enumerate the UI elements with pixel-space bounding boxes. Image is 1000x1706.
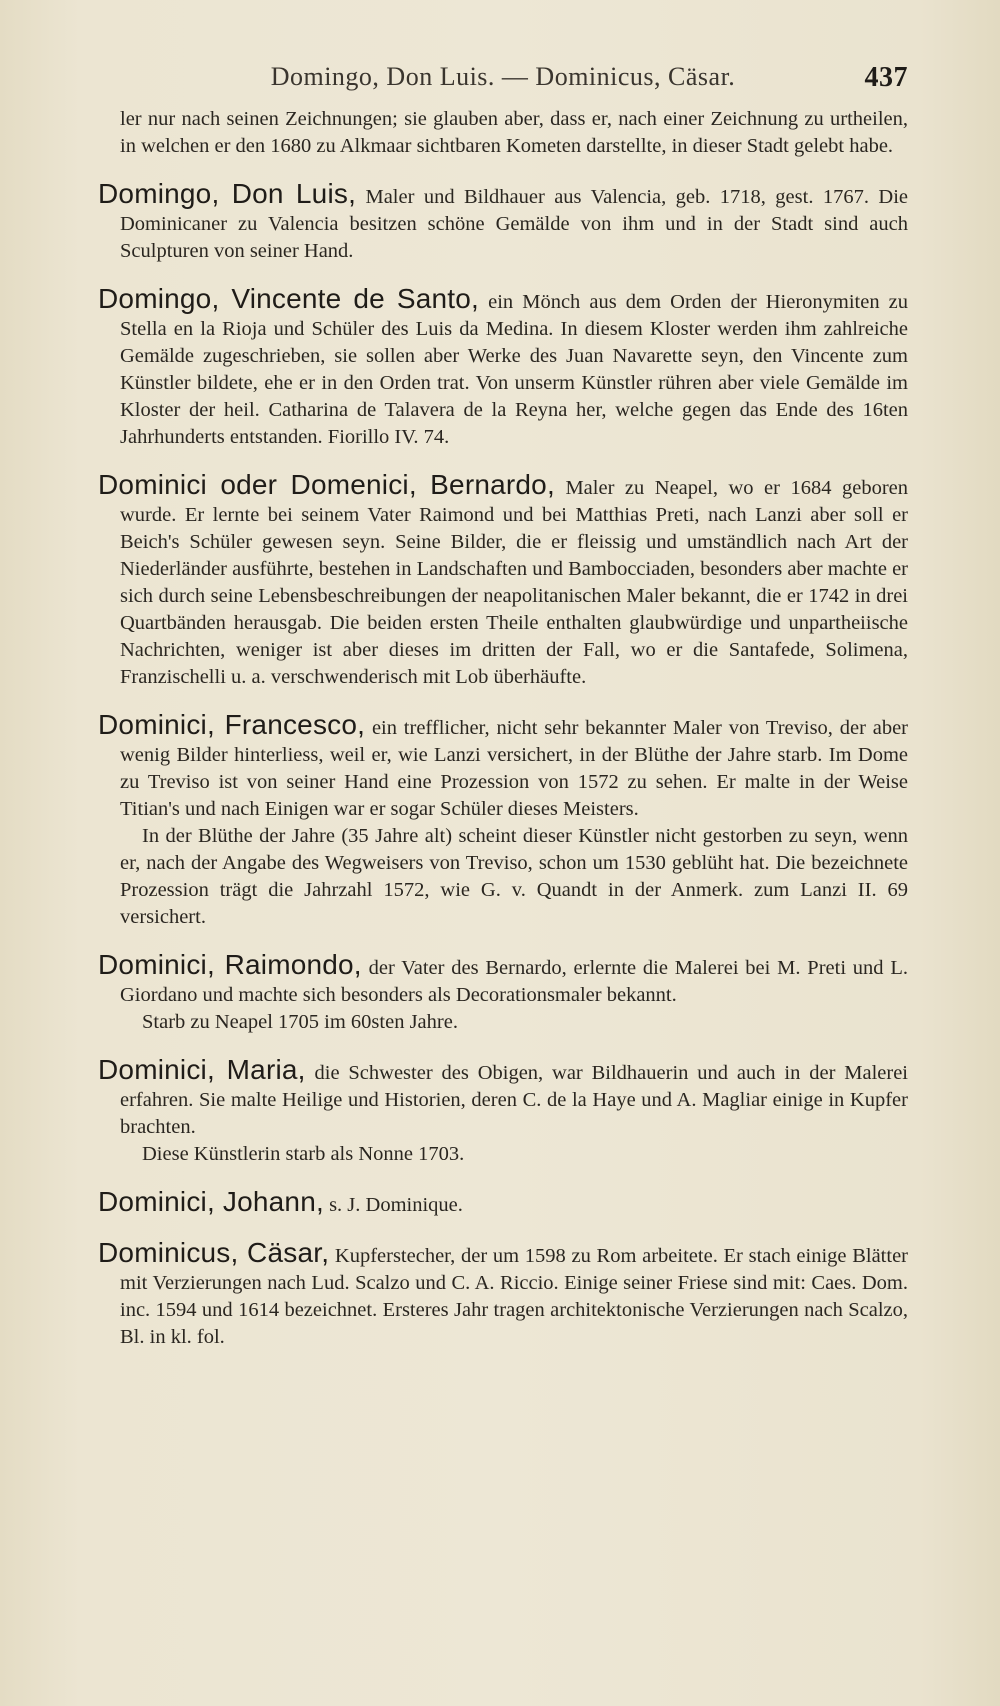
headword: Dominici, Raimondo,	[98, 949, 362, 980]
headword: Domingo, Don Luis,	[98, 178, 357, 209]
entry-dominicus-caesar	[98, 1239, 908, 1351]
entry-text: Maler und Bildhauer aus Valencia, geb. 1718, gest. 1767. Die Dominicaner zu Valencia besitzen schöne Gemälde von ihm und in der Stadt sind auch Sculpturen von seiner Hand.	[120, 186, 908, 262]
headword: Dominici, Francesco,	[98, 709, 366, 740]
entry-text: ein trefflicher, nicht sehr bekannter Maler von Treviso, der aber wenig Bilder hinterliess, weil er, wie Lanzi versichert, in der Blüthe der Jahre starb. Im Dome zu Treviso ist von seiner Hand eine Prozession von 1572 zu sehen. Er malte in der Weise Titian's und nach Einigen war er sogar Schüler dieses Meisters.	[120, 717, 909, 820]
headword: Dominici, Johann,	[98, 1186, 324, 1217]
entry-dominici-francesco	[98, 711, 908, 931]
entry-text: Maler zu Neapel, wo er 1684 geboren wurde. Er lernte bei seinem Vater Raimond und bei Matthias Preti, nach Lanzi aber soll er Beich's Schüler gewesen seyn. Seine Bilder, die er fleissig und umständlich nach Art der Niederländer ausführte, bestehen in Landschaften und Bambocciaden, besonders aber machte er sich durch seine Lebensbeschreibungen der neapolitanischen Maler bekannt, die er 1742 in drei Quartbänden herausgab. Die beiden ersten Theile enthalten glaubwürdige und unpartheiische Nachrichten, weniger ist aber dieses im dritten der Fall, wo er die Santafede, Solimena, Franzischelli u. a. verschwenderisch mit Lob überhäufte.	[120, 477, 908, 688]
entry-dominici-maria	[98, 1056, 908, 1168]
entry-text: ein Mönch aus dem Orden der Hieronymiten zu Stella en la Rioja und Schüler des Luis da Medina. In diesem Kloster werden ihm zahlreiche Gemälde zugeschrieben, sie sollen aber Werke des Juan Navarette seyn, den Vincente zum Künstler bildete, ehe er in den Orden trat. Von unserm Künstler rühren aber viele Gemälde im Kloster der heil. Catharina de Talavera de la Reyna her, welche gegen das Ende des 16ten Jahrhunderts entstanden. Fiorillo IV. 74.	[120, 291, 909, 448]
entry-text: Kupferstecher, der um 1598 zu Rom arbeitete. Er stach einige Blätter mit Verzierungen nach Lud. Scalzo und C. A. Riccio. Einige seiner Friese sind mit: Caes. Dom. inc. 1594 und 1614 bezeichnet. Ersteres Jahr tragen architektonische Verzierungen nach Scalzo, Bl. in kl. fol.	[120, 1245, 908, 1348]
headword: Dominicus, Cäsar,	[98, 1237, 330, 1268]
entry-text: die Schwester des Obigen, war Bildhauerin und auch in der Malerei erfahren. Sie malte Heilige und Historien, deren C. de la Haye und A. Magliar einige in Kupfer brachten.	[120, 1062, 908, 1138]
entry-dominici-johann	[98, 1188, 908, 1219]
entry-text: der Vater des Bernardo, erlernte die Malerei bei M. Preti und L. Giordano und machte sich besonders als Decorationsmaler bekannt.	[120, 957, 908, 1006]
entry-text-continued: Starb zu Neapel 1705 im 60sten Jahre.	[142, 1011, 458, 1033]
headword: Dominici oder Domenici, Bernardo,	[98, 469, 555, 500]
entry-domingo-luis	[98, 180, 908, 265]
continuation-text: ler nur nach seinen Zeichnungen; sie glauben aber, dass er, nach einer Zeichnung zu urtheilen, in welchen er den 1680 zu Alkmaar sichtbaren Kometen darstellte, in dieser Stadt gelebt habe.	[120, 108, 908, 157]
running-header	[98, 62, 908, 106]
page-number: 437	[864, 62, 908, 93]
entry-domingo-vincente	[98, 285, 908, 451]
entry-text: s. J. Dominique.	[329, 1194, 463, 1216]
headword: Dominici, Maria,	[98, 1054, 306, 1085]
entry-dominici-bernardo	[98, 471, 908, 691]
headword: Domingo, Vincente de Santo,	[98, 283, 479, 314]
running-title: Domingo, Don Luis. — Dominicus, Cäsar.	[270, 62, 736, 91]
entry-dominici-raimondo	[98, 951, 908, 1036]
entry-text-continued: In der Blüthe der Jahre (35 Jahre alt) scheint dieser Künstler nicht gestorben zu seyn, wenn er, nach der Angabe des Wegweisers von Treviso, schon um 1530 geblüht hat. Die bezeichnete Prozession trägt die Jahrzahl 1572, wie G. v. Quandt in der Anmerk. zum Lanzi II. 69 versichert.	[120, 825, 908, 928]
entry-text-continued: Diese Künstlerin starb als Nonne 1703.	[142, 1143, 465, 1165]
